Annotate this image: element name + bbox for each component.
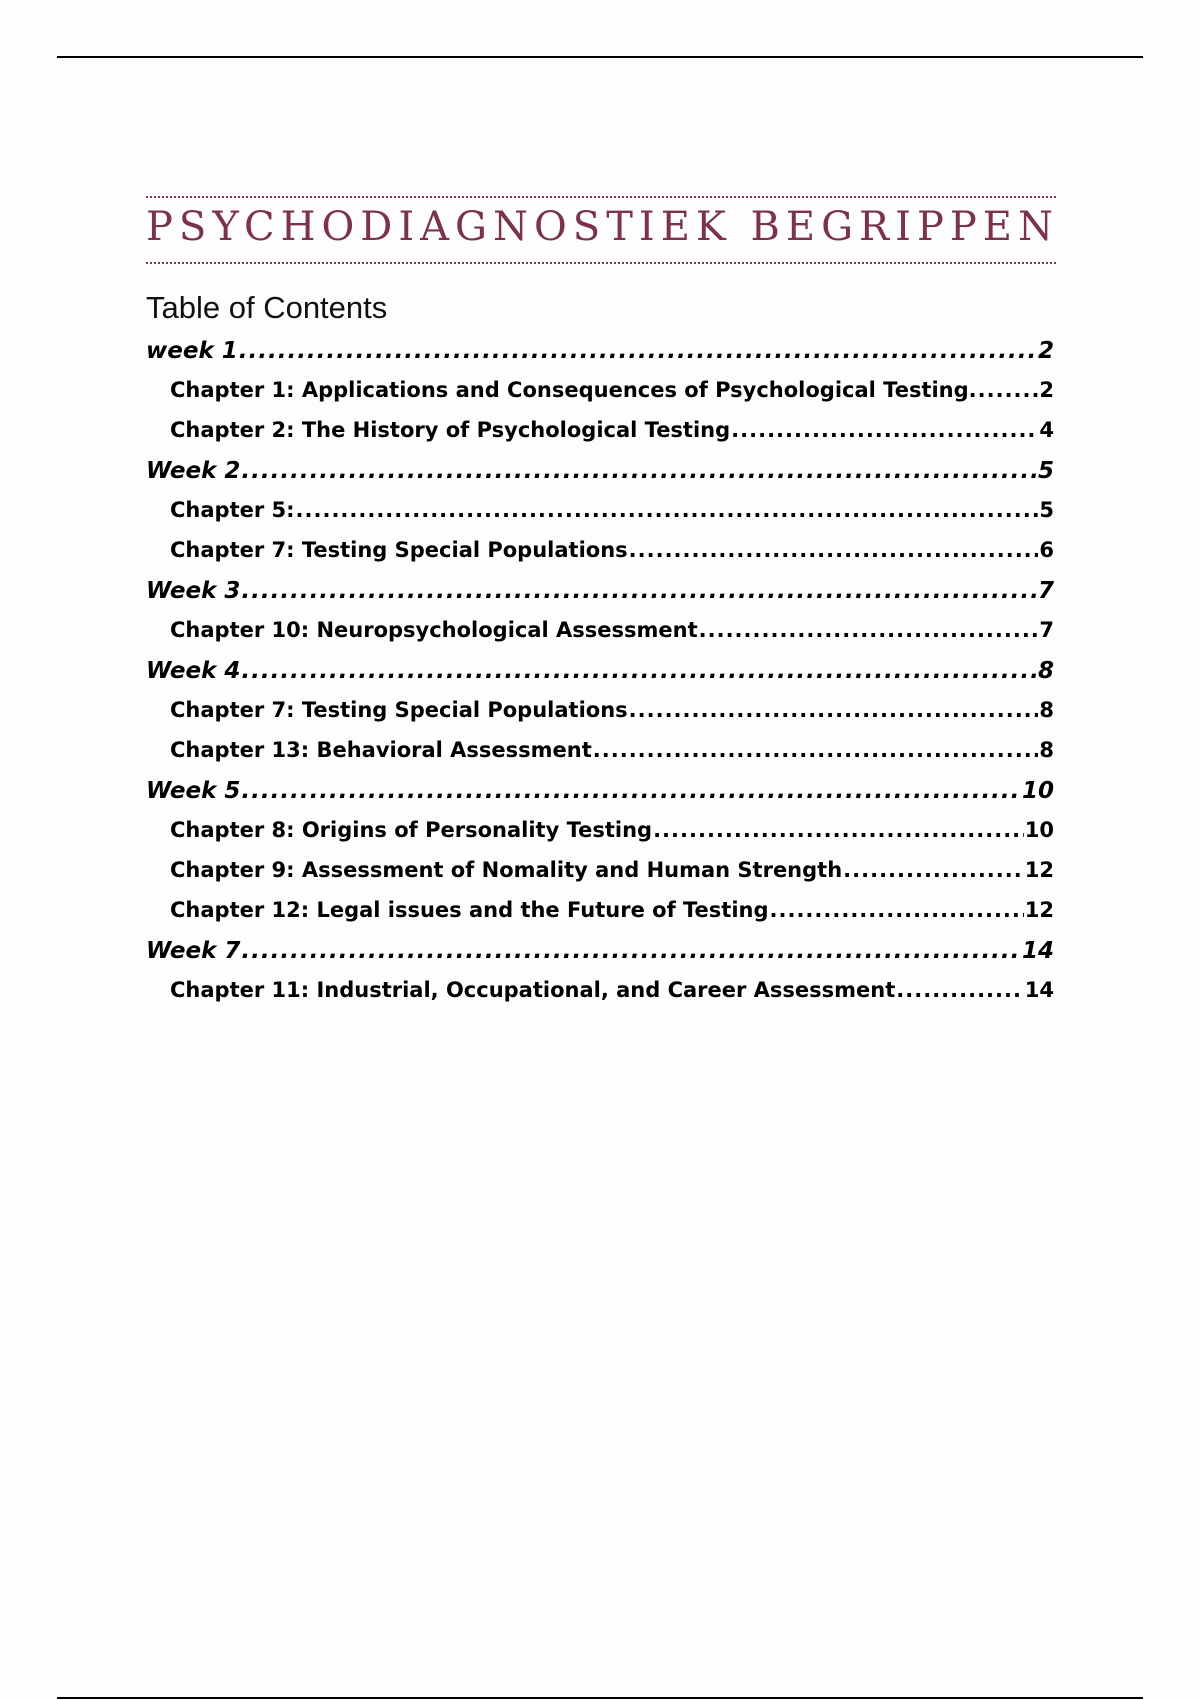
toc-entry-page: 12 [1024,898,1054,922]
toc-entry-page: 4 [1039,418,1054,442]
toc-entry-week-1[interactable] [146,338,1054,378]
toc-entry-page: 7 [1039,618,1054,642]
toc-entry-page: 8 [1039,698,1054,722]
toc-entry-chapter-2[interactable] [146,418,1054,458]
dot-leader [896,978,1023,1002]
toc-entry-page: 10 [1021,778,1054,804]
toc-entry-label: Week 7 [146,938,241,964]
dot-leader [770,898,1024,922]
toc-entry-label: Week 4 [146,658,241,684]
toc-entry-label: Chapter 1: Applications and Consequences of Psychological Testing. [170,378,977,402]
toc-entry-week-2[interactable] [146,458,1054,498]
table-of-contents [146,338,1054,1018]
dot-leader [653,818,1024,842]
toc-entry-week-4[interactable] [146,658,1054,698]
toc-heading: Table of Contents [146,290,388,325]
toc-entry-page: 14 [1024,978,1054,1002]
footer-rule [57,1697,1143,1699]
toc-entry-page: 5 [1039,498,1054,522]
dot-leader [241,938,1021,964]
toc-entry-page: 5 [1037,458,1054,484]
toc-entry-chapter-11[interactable] [146,978,1054,1018]
toc-entry-page: 14 [1021,938,1054,964]
dot-leader [629,698,1039,722]
toc-entry-chapter-9[interactable] [146,858,1054,898]
toc-entry-label: Chapter 8: Origins of Personality Testing [170,818,653,842]
toc-entry-label: Week 3 [146,578,241,604]
toc-entry-page: 2 [1039,378,1054,402]
dot-leader [296,498,1039,522]
title-bottom-border [146,262,1056,264]
toc-entry-page: 7 [1037,578,1054,604]
dot-leader [241,578,1037,604]
toc-entry-label: Week 5 [146,778,241,804]
toc-entry-page: 6 [1039,538,1054,562]
toc-entry-week-7[interactable] [146,938,1054,978]
document-title: PSYCHODIAGNOSTIEK BEGRIPPEN [146,204,1059,250]
toc-entry-chapter-7[interactable] [146,698,1054,738]
title-block [146,196,1059,264]
header-rule [57,56,1143,58]
toc-entry-page: 8 [1039,738,1054,762]
dot-leader [241,658,1037,684]
dot-leader [241,778,1021,804]
toc-entry-page: 2 [1037,338,1054,364]
toc-entry-chapter-1[interactable] [146,378,1054,418]
toc-entry-week-3[interactable] [146,578,1054,618]
toc-entry-page: 12 [1024,858,1054,882]
toc-entry-label: Chapter 5: [170,498,295,522]
toc-entry-label: Week 2 [146,458,241,484]
toc-entry-chapter-8[interactable] [146,818,1054,858]
toc-entry-chapter-7[interactable] [146,538,1054,578]
toc-entry-chapter-10[interactable] [146,618,1054,658]
dot-leader [978,378,1039,402]
toc-entry-label: Chapter 12: Legal issues and the Future of Testing [170,898,769,922]
toc-entry-label: Chapter 13: Behavioral Assessment [170,738,592,762]
toc-entry-page: 8 [1037,658,1054,684]
toc-entry-label: Chapter 2: The History of Psychological Testing [170,418,731,442]
toc-entry-chapter-5[interactable] [146,498,1054,538]
toc-entry-label: Chapter 10: Neuropsychological Assessment [170,618,698,642]
toc-entry-label: Chapter 7: Testing Special Populations [170,538,628,562]
toc-entry-label: Chapter 11: Industrial, Occupational, and Career Assessment [170,978,896,1002]
toc-entry-label: week 1 [146,338,238,364]
dot-leader [239,338,1037,364]
dot-leader [629,538,1039,562]
dot-leader [843,858,1024,882]
toc-entry-chapter-12[interactable] [146,898,1054,938]
toc-entry-week-5[interactable] [146,778,1054,818]
toc-entry-label: Chapter 7: Testing Special Populations [170,698,628,722]
toc-entry-page: 10 [1024,818,1054,842]
dot-leader [731,418,1038,442]
dot-leader [241,458,1037,484]
dot-leader [593,738,1039,762]
toc-entry-chapter-13[interactable] [146,738,1054,778]
toc-entry-label: Chapter 9: Assessment of Nomality and Human Strength [170,858,843,882]
dot-leader [699,618,1039,642]
